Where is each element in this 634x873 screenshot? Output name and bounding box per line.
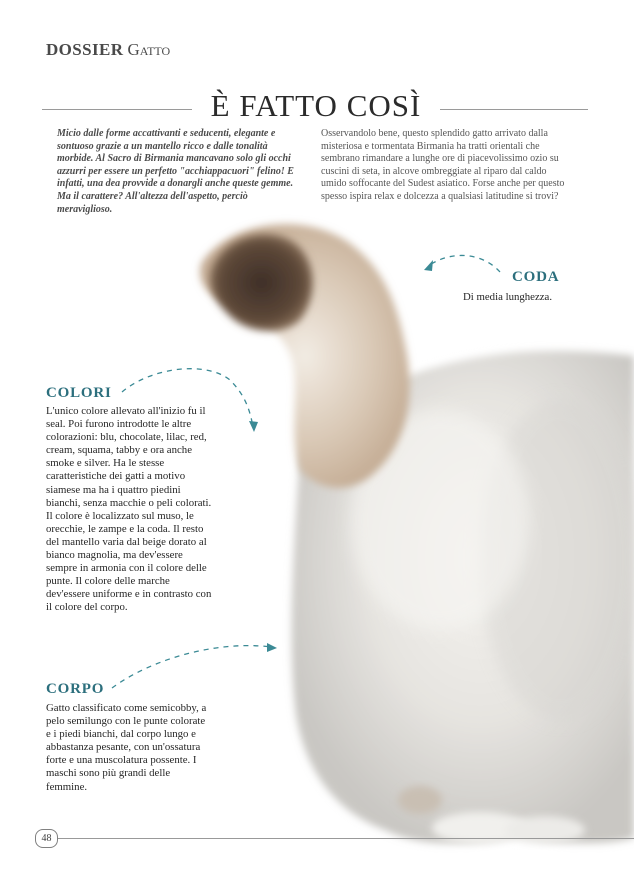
- section-text-coda: Di media lunghezza.: [463, 291, 553, 303]
- page-title: È FATTO COSÌ: [210, 88, 422, 123]
- footer-rule: [58, 838, 634, 839]
- corpo-pointer-line: [112, 646, 272, 688]
- header-topic: Gatto: [127, 40, 171, 59]
- cat-paw-right: [505, 816, 585, 844]
- section-title-coda: CODA: [512, 269, 560, 285]
- page-number: 48: [35, 829, 58, 848]
- header-section: DOSSIER: [46, 40, 124, 59]
- coda-arrowhead: [424, 260, 433, 271]
- intro-paragraph: Osservandolo bene, questo splendido gatto arrivato dalla misteriosa e tormentata Birmania ha tratti orientali che sembrano rimandare a lunghe ore di piacevolissimo ozio su cuscini di seta, in alcove ombreggiate al riparo dal caldo umido soffocante del Sudest asiatico. Forse anche per questo spesso ispira relax e dolcezza a qualsiasi latitudine si trovi?: [321, 128, 565, 202]
- corpo-arrowhead: [267, 643, 277, 652]
- coda-pointer-line: [428, 255, 500, 272]
- section-text-corpo: Gatto classificato come semicobby, a pelo semilungo con le punte colorate e i piedi bianchi, dal corpo lungo e abbastanza pesante, con un'ossatura forte e una muscolatura possente. I maschi sono più grandi delle femmine.: [46, 702, 207, 793]
- intro-italic-paragraph: Micio dalle forme accattivanti e seducenti, elegante e sontuoso grazie a un mantello ricco e dalle tonalità morbide. Al Sacro di Birmania mancavano solo gli occhi azzurri per essere un perfetto "acchiappacuori" felino! E infatti, una dea provvide a donargli anche queste gemme. Ma il carattere? All'altezza dell'aspetto, perciò meraviglioso.: [57, 128, 294, 215]
- colori-arrowhead: [249, 421, 258, 432]
- cat-leg-shadow: [398, 786, 442, 814]
- section-title-corpo: CORPO: [46, 681, 105, 697]
- section-title-colori: COLORI: [46, 385, 112, 401]
- section-text-colori: L'unico colore allevato all'inizio fu il seal. Poi furono introdotte le altre colorazioni: blu, chocolate, lilac, red, cream, squama, tabby e ora anche smoke e silver. Ha le stesse caratteristiche dei gatti a motivo siamese ma ha i quattro piedini bianchi, senza macchie o peli colorati. Il colore è localizzato sul muso, le orecchie, le zampe e la coda. Il resto del mantello varia dal beige dorato al bianco magnolia, ma dev'essere sempre in armonia con il colore delle punte. Il colore delle marche dev'essere uniforme e in contrasto con il colore del corpo.: [46, 405, 212, 614]
